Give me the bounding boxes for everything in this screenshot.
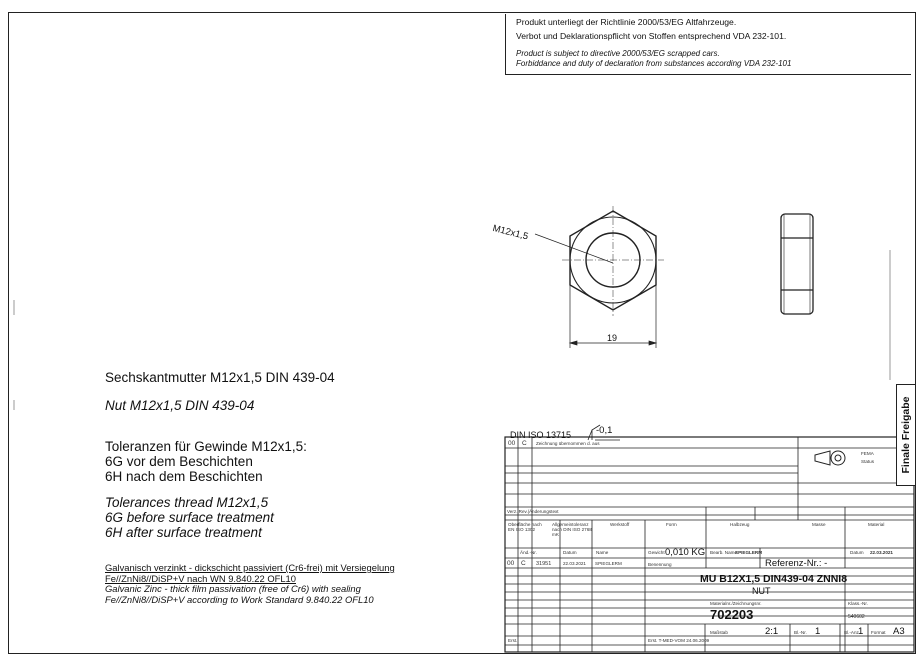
fema-icons [815, 451, 845, 465]
general-tolerance-label: Allgemeintoleranz nach DIN ISO 2768 mK [552, 522, 592, 537]
part-title-de: Sechskantmutter M12x1,5 DIN 439-04 [105, 370, 335, 385]
scale-value: 2:1 [765, 626, 779, 637]
sheet-no-label: Bl.-Nr. [794, 630, 807, 635]
scale-label: Maßstab [710, 630, 728, 635]
release-date-label: Datum [850, 550, 864, 555]
mass-label: Masse [812, 522, 826, 527]
tolerance-en-2: 6G before surface treatment [105, 510, 274, 525]
notice-de-line2: Verbot und Deklarationspflicht von Stoffen entsprechend VDA 232-101. [516, 31, 787, 41]
thread-leader [535, 234, 613, 263]
row-date: 22.03.2021 [563, 561, 586, 566]
sheet-no: 1 [815, 626, 821, 637]
tolerance-en-3: 6H after surface treatment [105, 525, 262, 540]
coating-block [105, 563, 395, 605]
weight-value: 0,010 KG [665, 547, 706, 558]
class-no: 540602 [848, 614, 865, 620]
created-label: Erst. [508, 638, 518, 643]
material-spec-label: Werkstoff [610, 522, 630, 527]
designation-label: Benennung [648, 562, 672, 567]
drawing-number: 702203 [710, 607, 754, 622]
created-note: Erst. T-MED-VOM 24.06.2009 [648, 638, 710, 643]
form-label: Form [666, 522, 677, 527]
fema-label: FEMA [861, 451, 874, 456]
coating-en-1: Galvanic Zinc - thick film passivation (free of Cr6) with sealing [105, 583, 361, 594]
part-type: NUT [752, 586, 771, 596]
tolerance-de-1: Toleranzen für Gewinde M12x1,5: [105, 439, 307, 454]
name-label: Name [596, 550, 609, 555]
final-release-label: Finale Freigabe [900, 396, 912, 474]
class-no-label: Klass.-Nr. [848, 601, 868, 606]
sheet-count: 1 [858, 626, 864, 637]
processor-name: SPIEGLERM [735, 550, 763, 555]
rev-letter-top: C [522, 440, 527, 447]
processor-label: Bearb. Name [710, 550, 738, 555]
semi-finished-label: Halbzeug [730, 522, 750, 527]
row-name: SPIEGLERM [595, 561, 622, 566]
rev-description: Zeichnung übernommen d. aus [536, 441, 600, 446]
nut-front-view [535, 206, 664, 316]
part-title-en: Nut M12x1,5 DIN 439-04 [105, 398, 255, 413]
release-date: 22.03.2021 [870, 550, 893, 555]
change-no-label: Änd.-Nr. [520, 550, 537, 555]
coating-de-2: Fe//ZnNi8//DiSP+V nach WN 9.840.22 OFL10 [105, 572, 296, 584]
thread-label: M12x1,5 [491, 223, 530, 243]
row-change-no: 31951 [536, 561, 552, 567]
nut-side-view [781, 214, 813, 314]
notice-en-line1: Product is subject to directive 2000/53/EG scrapped cars. [516, 49, 720, 58]
notice-en-line2: Forbiddance and duty of declaration from substances according VDA 232-101 [516, 59, 792, 68]
notice-de-line1: Produkt unterliegt der Richtlinie 2000/53/EG Altfahrzeuge. [516, 17, 737, 27]
sheet-count-label: Bl.-Anz. [844, 630, 861, 635]
surface-label: Oberfläche nach EN ISO 1302 [508, 522, 542, 532]
date-label: Datum [563, 550, 577, 555]
edge-tolerance: -0,1 [596, 425, 613, 436]
surface-standard: DIN ISO 13715 [510, 430, 572, 440]
drawing-no-label: Materialnr./Zeichnungsnr. [710, 601, 762, 606]
cone-icon [815, 451, 830, 465]
coating-de-1: Galvanisch verzinkt - dickschicht passiviert (Cr6-frei) mit Versiegelung [105, 562, 395, 573]
reference-no: Referenz-Nr.: - [765, 558, 828, 569]
width-dimension-value: 19 [607, 333, 618, 343]
row-index: 00 [507, 560, 515, 567]
tolerance-de-2: 6G vor dem Beschichten [105, 454, 253, 469]
part-designation: MU B12X1,5 DIN439-04 ZNNI8 [700, 573, 848, 585]
coating-en-2: Fe//ZnNi8//DiSP+V according to Work Standard 9.840.22 OFL10 [105, 593, 374, 605]
status-label: Status [861, 459, 875, 464]
change-header: Verz.|Rev.|Änderungstext [507, 509, 559, 514]
weight-label: Gewicht [648, 550, 665, 555]
final-release-tab[interactable] [896, 384, 916, 486]
format-label: Format [871, 630, 886, 635]
format-value: A3 [893, 626, 905, 637]
rev-index-top: 00 [508, 440, 516, 447]
row-revision: C [521, 560, 526, 567]
material-label: Material [868, 522, 885, 527]
tolerance-de-3: 6H nach dem Beschichten [105, 469, 263, 484]
tolerance-en-1: Tolerances thread M12x1,5 [105, 495, 269, 510]
